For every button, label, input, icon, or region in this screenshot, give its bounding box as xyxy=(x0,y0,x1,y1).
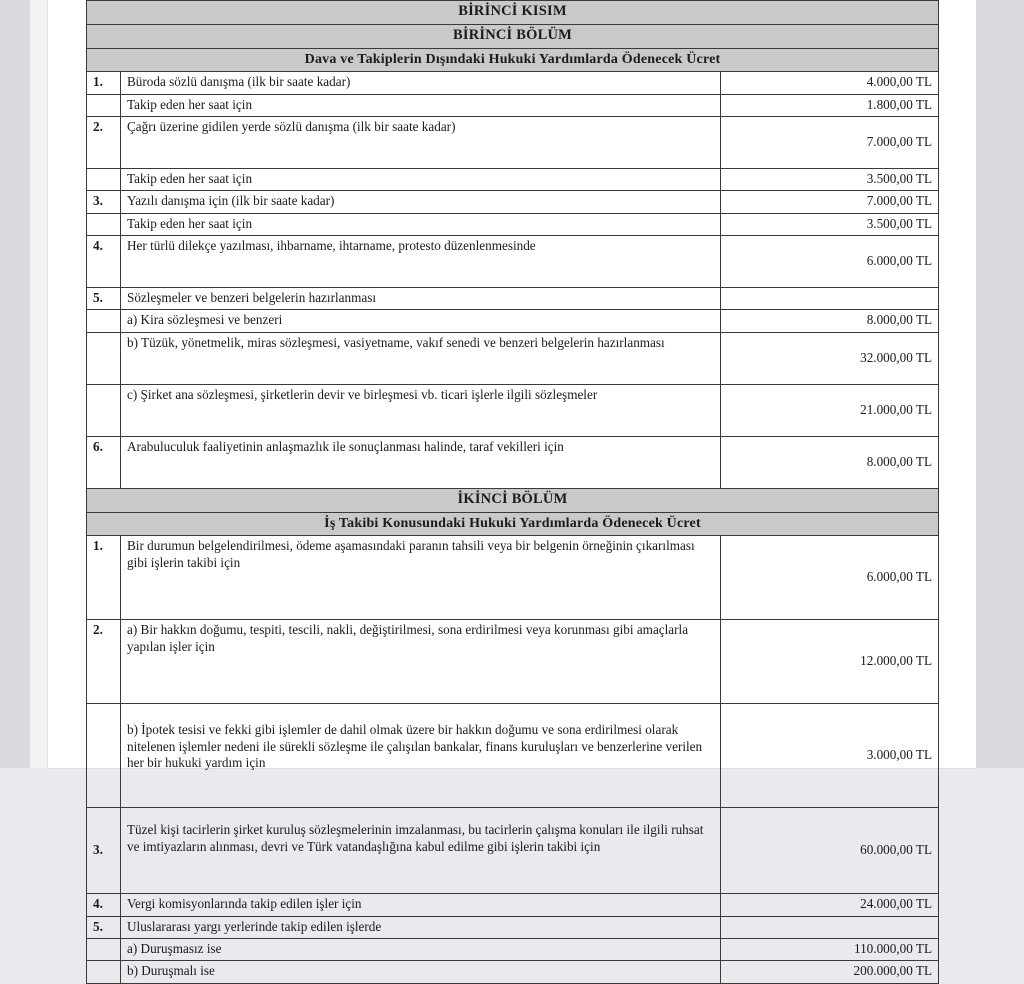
page-left-margin-inner xyxy=(30,0,48,768)
row-description: Takip eden her saat için xyxy=(121,94,721,116)
row-description: Bir durumun belgelendirilmesi, ödeme aşamasındaki paranın tahsili veya bir belgenin örneğinin çıkarılması gibi işlerin takibi için xyxy=(121,536,721,620)
row-description: b) İpotek tesisi ve fekki gibi işlemler de dahil olmak üzere bir hakkın doğumu ve sona erdirilmesi olarak nitelenen işlemler nedeni ile sürekli sözleşme ile çalışılan bankalar, finans kuruluşları ve benzerlerine verilen her bir hukuki yardım için xyxy=(121,704,721,808)
row-fee: 60.000,00 TL xyxy=(721,808,939,894)
row-number: 1. xyxy=(87,536,121,620)
table-row xyxy=(87,72,939,94)
row-fee: 3.500,00 TL xyxy=(721,169,939,191)
row-fee: 200.000,00 TL xyxy=(721,961,939,983)
table-header-section1-subtitle xyxy=(87,48,939,71)
row-number xyxy=(87,332,121,384)
row-description: Arabuluculuk faaliyetinin anlaşmazlık ile sonuçlanması halinde, taraf vekilleri için xyxy=(121,436,721,488)
table-row xyxy=(87,961,939,983)
table-row xyxy=(87,332,939,384)
table-row xyxy=(87,191,939,213)
row-number xyxy=(87,169,121,191)
row-number xyxy=(87,961,121,983)
row-description: Tüzel kişi tacirlerin şirket kuruluş sözleşmelerinin imzalanması, bu tacirlerin çalışma konuları ile ilgili ruhsat ve imtiyazların alınması, devri ve Türk vatandaşlığına kabul edilme gibi işlerin takibi için xyxy=(121,808,721,894)
row-description: Vergi komisyonlarında takip edilen işler için xyxy=(121,894,721,916)
row-description: Büroda sözlü danışma (ilk bir saate kadar) xyxy=(121,72,721,94)
table-header-section1 xyxy=(87,24,939,48)
table-row xyxy=(87,236,939,288)
table-row xyxy=(87,894,939,916)
row-fee: 1.800,00 TL xyxy=(721,94,939,116)
table-row xyxy=(87,117,939,169)
row-number: 4. xyxy=(87,236,121,288)
row-number: 3. xyxy=(87,808,121,894)
row-description: Takip eden her saat için xyxy=(121,213,721,235)
table-row xyxy=(87,808,939,894)
row-number: 1. xyxy=(87,72,121,94)
row-number: 2. xyxy=(87,620,121,704)
row-fee xyxy=(721,916,939,938)
section2-title: İKİNCİ BÖLÜM xyxy=(87,488,939,512)
row-number xyxy=(87,938,121,960)
row-number xyxy=(87,310,121,332)
table-row xyxy=(87,288,939,310)
row-fee: 3.000,00 TL xyxy=(721,704,939,808)
table-row xyxy=(87,94,939,116)
row-fee: 4.000,00 TL xyxy=(721,72,939,94)
row-description: Her türlü dilekçe yazılması, ihbarname, ihtarname, protesto düzenlenmesinde xyxy=(121,236,721,288)
table-row xyxy=(87,916,939,938)
row-description: a) Bir hakkın doğumu, tespiti, tescili, nakli, değiştirilmesi, sona erdirilmesi veya korunması gibi amaçlarla yapılan işler için xyxy=(121,620,721,704)
row-number xyxy=(87,704,121,808)
table-row xyxy=(87,620,939,704)
row-fee xyxy=(721,288,939,310)
row-number xyxy=(87,213,121,235)
row-description: a) Kira sözleşmesi ve benzeri xyxy=(121,310,721,332)
row-description: Çağrı üzerine gidilen yerde sözlü danışma (ilk bir saate kadar) xyxy=(121,117,721,169)
row-number xyxy=(87,94,121,116)
row-number: 2. xyxy=(87,117,121,169)
row-number: 6. xyxy=(87,436,121,488)
section2-subtitle: İş Takibi Konusundaki Hukuki Yardımlarda Ödenecek Ücret xyxy=(87,512,939,535)
part-title: BİRİNCİ KISIM xyxy=(87,1,939,25)
table-row xyxy=(87,704,939,808)
row-description: b) Duruşmalı ise xyxy=(121,961,721,983)
row-fee: 8.000,00 TL xyxy=(721,436,939,488)
row-fee: 12.000,00 TL xyxy=(721,620,939,704)
table-row xyxy=(87,169,939,191)
fee-schedule-table xyxy=(86,0,939,984)
row-description: Yazılı danışma için (ilk bir saate kadar) xyxy=(121,191,721,213)
table-row xyxy=(87,384,939,436)
row-fee: 3.500,00 TL xyxy=(721,213,939,235)
section1-title: BİRİNCİ BÖLÜM xyxy=(87,24,939,48)
table-row xyxy=(87,310,939,332)
row-description: c) Şirket ana sözleşmesi, şirketlerin devir ve birleşmesi vb. ticari işlerle ilgili sözleşmeler xyxy=(121,384,721,436)
row-description: b) Tüzük, yönetmelik, miras sözleşmesi, vasiyetname, vakıf senedi ve benzeri belgelerin hazırlanması xyxy=(121,332,721,384)
row-description: Takip eden her saat için xyxy=(121,169,721,191)
row-fee: 8.000,00 TL xyxy=(721,310,939,332)
row-fee: 7.000,00 TL xyxy=(721,117,939,169)
row-fee: 6.000,00 TL xyxy=(721,236,939,288)
row-fee: 24.000,00 TL xyxy=(721,894,939,916)
row-fee: 110.000,00 TL xyxy=(721,938,939,960)
row-number: 5. xyxy=(87,288,121,310)
table-header-section2-subtitle xyxy=(87,512,939,535)
row-description: Uluslararası yargı yerlerinde takip edilen işlerde xyxy=(121,916,721,938)
table-row xyxy=(87,536,939,620)
row-fee: 7.000,00 TL xyxy=(721,191,939,213)
row-number xyxy=(87,384,121,436)
row-number: 5. xyxy=(87,916,121,938)
page-right-margin xyxy=(976,0,1024,768)
table-header-section2 xyxy=(87,488,939,512)
table-row xyxy=(87,213,939,235)
section1-subtitle: Dava ve Takiplerin Dışındaki Hukuki Yardımlarda Ödenecek Ücret xyxy=(87,48,939,71)
table-row xyxy=(87,436,939,488)
row-fee: 21.000,00 TL xyxy=(721,384,939,436)
row-number: 4. xyxy=(87,894,121,916)
row-description: Sözleşmeler ve benzeri belgelerin hazırlanması xyxy=(121,288,721,310)
table-header-part xyxy=(87,1,939,25)
row-number: 3. xyxy=(87,191,121,213)
table-row xyxy=(87,938,939,960)
row-description: a) Duruşmasız ise xyxy=(121,938,721,960)
row-fee: 6.000,00 TL xyxy=(721,536,939,620)
row-fee: 32.000,00 TL xyxy=(721,332,939,384)
